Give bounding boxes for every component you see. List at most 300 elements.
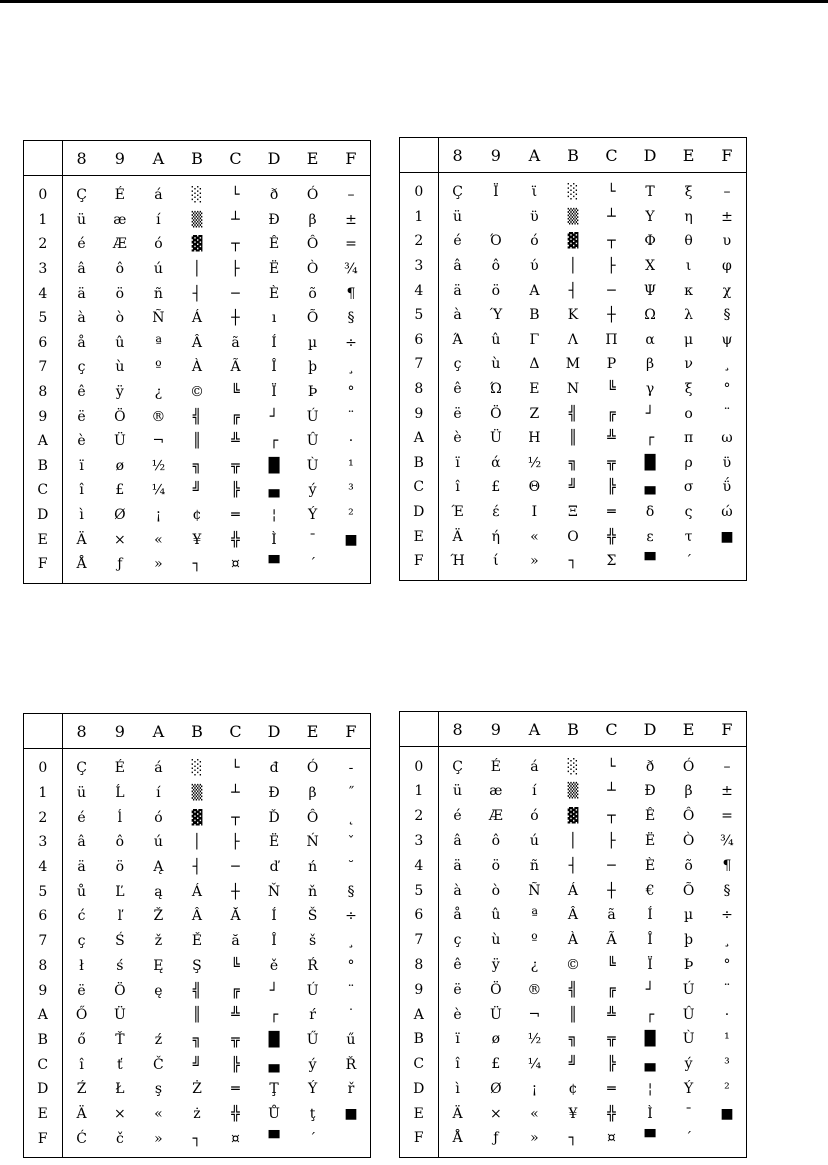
char-cell: ¨ (347, 982, 355, 999)
char-cell: ╠ (231, 482, 240, 499)
char-cell: ═ (607, 504, 616, 521)
char-cell: ┤ (192, 859, 202, 876)
char-cell: ■ (344, 531, 358, 548)
char-cell: ¹ (724, 1031, 730, 1048)
char-cell: Å (76, 556, 87, 573)
char-cell: « (154, 531, 163, 548)
row-header: B (24, 1028, 63, 1053)
char-cell: ¸ (347, 933, 355, 950)
char-cell: û (491, 331, 501, 348)
table-row (24, 756, 371, 781)
char-cell: ┘ (645, 981, 655, 998)
char-cell: ┼ (607, 882, 616, 899)
char-cell: Ή (450, 553, 465, 570)
table-row (400, 254, 747, 279)
char-cell: × (490, 1105, 502, 1122)
char-cell: Ý (307, 507, 318, 524)
row-header: 0 (400, 754, 439, 779)
char-cell: î (455, 479, 460, 496)
spacer-cell (24, 1151, 63, 1158)
char-cell: é (453, 233, 462, 250)
char-cell: ° (347, 957, 355, 974)
char-cell: β (684, 783, 693, 800)
char-cell: Ą (153, 859, 164, 876)
column-header: E (293, 714, 332, 749)
char-cell: ô (115, 261, 125, 278)
row-header: 8 (24, 380, 63, 405)
char-cell: Â (191, 908, 203, 925)
char-cell: ╣ (568, 981, 578, 998)
char-cell: à (453, 882, 462, 899)
char-cell: Υ (645, 208, 655, 225)
row-header: 4 (24, 855, 63, 880)
char-cell: ° (723, 381, 731, 398)
char-cell: │ (568, 833, 578, 850)
spacer-cell (438, 1151, 746, 1158)
char-cell: ÷ (721, 907, 733, 924)
char-cell: η (684, 208, 693, 225)
table-row (400, 278, 747, 303)
char-cell: ¡ (531, 1080, 538, 1097)
row-header: 7 (400, 928, 439, 953)
char-cell: ý (684, 1056, 693, 1073)
char-cell: ┬ (231, 809, 240, 826)
char-cell: ╩ (607, 430, 616, 447)
char-cell: ¿ (154, 384, 163, 401)
char-cell: Ό (490, 233, 502, 250)
spacer-cell (62, 749, 370, 757)
char-cell: γ (645, 381, 655, 398)
table-row (24, 454, 371, 479)
char-cell: Ű (306, 1031, 319, 1048)
table-row (400, 1052, 747, 1077)
char-cell: Î (271, 933, 277, 950)
char-cell: Ź (76, 1081, 87, 1098)
char-cell: À (191, 359, 203, 376)
char-cell: ó (530, 808, 539, 825)
char-cell: ┌ (269, 1007, 279, 1024)
column-header: 8 (62, 141, 101, 176)
table-row (400, 524, 747, 549)
column-header: B (554, 138, 593, 173)
table-row (24, 331, 371, 356)
char-cell: Ð (644, 783, 656, 800)
table-row (24, 855, 371, 880)
char-cell: ÿ (491, 956, 500, 973)
table-row (24, 781, 371, 806)
char-cell: ψ (721, 331, 733, 348)
char-cell: ϋ (530, 208, 539, 225)
char-cell: « (530, 1105, 539, 1122)
char-cell: Ώ (489, 381, 502, 398)
char-cell: Μ (565, 356, 581, 373)
char-cell: ÷ (345, 334, 357, 351)
char-cell: ÿ (115, 384, 124, 401)
column-header: D (255, 141, 294, 176)
char-cell: ď (269, 859, 279, 876)
row-header: C (400, 475, 439, 500)
char-cell: Χ (645, 258, 656, 275)
table-row (24, 805, 371, 830)
column-header: C (216, 141, 255, 176)
char-cell: Í (271, 908, 277, 925)
column-header: B (554, 712, 593, 747)
table-row (24, 1028, 371, 1053)
char-cell: ╣ (568, 405, 578, 422)
char-cell: ┐ (192, 556, 202, 573)
column-header: E (669, 712, 708, 747)
char-cell: ù (115, 359, 125, 376)
char-cell: ë (77, 982, 86, 999)
char-cell: ² (348, 507, 354, 524)
char-cell: Í (271, 334, 277, 351)
char-cell: ® (151, 408, 166, 425)
char-cell: î (455, 1056, 460, 1073)
char-cell: ¦ (271, 507, 277, 524)
char-cell: Ó (306, 187, 319, 204)
char-cell: ╠ (607, 1056, 616, 1073)
char-cell: ń (308, 859, 318, 876)
top-rule (0, 0, 828, 3)
char-cell: µ (684, 907, 694, 924)
char-cell: ξ (684, 184, 693, 201)
char-cell: · (348, 433, 354, 450)
table-row (24, 1003, 371, 1028)
char-cell: × (114, 1105, 126, 1122)
char-cell: Ň (267, 883, 281, 900)
row-header: E (400, 1101, 439, 1126)
char-cell: ├ (231, 261, 240, 278)
char-cell: │ (568, 258, 578, 275)
char-cell: Λ (567, 331, 579, 348)
char-cell: █ (268, 1031, 280, 1048)
char-cell: Ο (567, 528, 579, 545)
char-cell: ε (646, 528, 654, 545)
char-cell: ´ (685, 1130, 693, 1147)
row-header: 6 (400, 328, 439, 353)
char-cell (708, 549, 747, 574)
table-row (400, 475, 747, 500)
row-header: 4 (400, 853, 439, 878)
char-cell: ║ (192, 1007, 202, 1024)
table-row (24, 232, 371, 257)
char-cell: Ő (75, 1007, 88, 1024)
char-cell: = (721, 808, 733, 825)
char-cell: í (532, 783, 537, 800)
char-cell: ± (721, 208, 733, 225)
char-cell: è (453, 1006, 462, 1023)
char-cell: ▓ (567, 233, 579, 250)
char-cell: ÷ (345, 908, 357, 925)
char-cell: ³ (348, 482, 354, 499)
spacer-cell (400, 173, 439, 181)
char-cell: è (453, 430, 462, 447)
row-header: 1 (24, 208, 63, 233)
table-row (400, 1002, 747, 1027)
char-cell: ë (453, 981, 462, 998)
char-cell: Î (271, 359, 277, 376)
char-cell: È (644, 857, 656, 874)
char-cell: ì (79, 507, 84, 524)
char-cell: Ż (192, 1081, 202, 1098)
char-cell: ä (453, 857, 462, 874)
row-header: F (24, 552, 63, 577)
char-cell: ă (231, 933, 240, 950)
char-cell: ú (529, 833, 539, 850)
row-header: 3 (400, 254, 439, 279)
row-header: 6 (400, 903, 439, 928)
char-cell: Æ (488, 808, 503, 825)
char-cell: ν (684, 356, 693, 373)
char-cell: ý (308, 1056, 317, 1073)
char-cell: Ú (306, 982, 319, 999)
char-cell: ć (77, 908, 86, 925)
table-row (400, 328, 747, 353)
char-cell: đ (269, 760, 279, 777)
char-cell: Ï (493, 184, 499, 201)
row-header: 5 (24, 306, 63, 331)
table-row (400, 853, 747, 878)
char-cell: Ŕ (307, 957, 318, 974)
char-cell: ϋ (722, 454, 732, 471)
char-cell: ù (491, 356, 501, 373)
char-cell: Ľ (115, 883, 125, 900)
char-cell: Ç (452, 758, 463, 775)
char-cell: ┘ (269, 982, 279, 999)
char-cell: í (156, 211, 161, 228)
table-row (400, 829, 747, 854)
char-cell: ô (115, 834, 125, 851)
char-cell: ─ (607, 857, 616, 874)
char-cell: έ (492, 504, 500, 521)
row-header: D (400, 500, 439, 525)
char-cell: ▀ (644, 553, 656, 570)
char-cell: ð (645, 758, 655, 775)
row-header: 2 (400, 804, 439, 829)
char-cell: ° (723, 956, 731, 973)
char-cell: é (77, 809, 86, 826)
char-cell: Â (191, 334, 203, 351)
column-header: F (332, 141, 371, 176)
char-cell: Ń (306, 834, 319, 851)
char-cell: ê (453, 381, 462, 398)
char-cell: Ά (452, 331, 463, 348)
char-cell: Ò (682, 833, 695, 850)
char-cell: ő (77, 1031, 86, 1048)
char-cell: Ę (153, 957, 164, 974)
char-cell: ö (491, 282, 501, 299)
char-cell: ä (77, 285, 86, 302)
char-cell: ┤ (568, 857, 578, 874)
corner-cell (400, 138, 439, 173)
row-header: 7 (24, 355, 63, 380)
char-cell: – (723, 758, 731, 775)
column-header: 8 (438, 712, 477, 747)
char-cell: = (345, 236, 357, 253)
char-cell: ŕ (309, 1007, 316, 1024)
char-cell: ╚ (231, 957, 240, 974)
char-cell: Ρ (606, 356, 617, 373)
char-cell: ▀ (268, 1130, 280, 1147)
char-cell: Ö (114, 982, 126, 999)
row-header: 3 (24, 830, 63, 855)
char-cell: Ä (76, 531, 87, 548)
table-row (24, 257, 371, 282)
char-cell: ì (455, 1080, 460, 1097)
char-cell: ù (491, 932, 501, 949)
char-cell: Ú (682, 981, 695, 998)
char-cell: ╣ (192, 408, 202, 425)
row-header: C (24, 478, 63, 503)
char-cell: Δ (529, 356, 540, 373)
char-cell: ¢ (568, 1080, 578, 1097)
char-cell: Ì (271, 531, 277, 548)
char-cell: │ (192, 261, 202, 278)
char-cell: ╝ (192, 1056, 202, 1073)
char-cell: ■ (344, 1105, 358, 1122)
row-header: B (400, 1027, 439, 1052)
char-cell: € (645, 882, 655, 899)
char-cell: χ (722, 282, 732, 299)
char-cell: æ (113, 211, 127, 228)
char-cell: Κ (567, 307, 579, 324)
char-cell: ░ (191, 760, 203, 777)
char-cell: Ä (76, 1105, 87, 1122)
char-cell: É (114, 760, 125, 777)
char-cell: Ö (490, 405, 502, 422)
table-row (24, 355, 371, 380)
table-row (400, 1027, 747, 1052)
char-cell: ■ (720, 528, 734, 545)
table-row (400, 1126, 747, 1151)
char-cell: ň (308, 883, 318, 900)
row-header: 9 (400, 401, 439, 426)
row-header: 6 (24, 904, 63, 929)
char-cell: Έ (451, 504, 464, 521)
char-cell: τ (684, 528, 693, 545)
char-cell: ë (453, 405, 462, 422)
char-cell: ˙ (347, 1007, 355, 1024)
char-cell: ╠ (231, 1056, 240, 1073)
row-header: D (24, 503, 63, 528)
char-cell: Ï (271, 384, 277, 401)
header-row (24, 714, 371, 749)
char-cell: ¤ (607, 1130, 616, 1147)
spacer-cell (24, 577, 63, 584)
char-cell: θ (684, 233, 693, 250)
table-row (24, 830, 371, 855)
row-header: 5 (24, 879, 63, 904)
char-cell: ╬ (231, 531, 240, 548)
table-row (400, 779, 747, 804)
char-cell: δ (645, 504, 655, 521)
char-cell: ö (115, 285, 125, 302)
char-cell: ╩ (231, 433, 240, 450)
char-cell (139, 1003, 178, 1028)
column-header: F (332, 714, 371, 749)
char-cell: ª (155, 334, 162, 351)
char-cell: ┼ (231, 883, 240, 900)
char-cell: └ (231, 760, 240, 777)
char-cell: ï (455, 454, 460, 471)
char-cell: § (347, 883, 355, 900)
char-cell: æ (489, 783, 503, 800)
char-cell: á (530, 758, 539, 775)
char-cell: ë (77, 408, 86, 425)
char-cell: Ó (682, 758, 695, 775)
char-cell: Φ (644, 233, 656, 250)
char-cell: û (115, 334, 125, 351)
char-cell: × (114, 531, 126, 548)
char-cell: Æ (112, 236, 127, 253)
char-cell: Ì (647, 1105, 653, 1122)
char-cell: ¬ (152, 433, 165, 450)
column-header: A (139, 714, 178, 749)
char-cell: ΰ (722, 479, 732, 496)
table-row (400, 903, 747, 928)
table-row (400, 549, 747, 574)
char-cell: █ (268, 457, 280, 474)
char-cell: ┘ (645, 405, 655, 422)
table-row (24, 552, 371, 577)
table-row (400, 500, 747, 525)
char-cell: ã (607, 907, 616, 924)
char-cell: σ (683, 479, 694, 496)
column-header: B (178, 714, 217, 749)
char-cell: ρ (684, 454, 693, 471)
char-cell: õ (308, 285, 317, 302)
char-cell: ┐ (568, 1130, 578, 1147)
char-cell: § (723, 307, 731, 324)
char-cell: υ (722, 233, 732, 250)
char-cell: ³ (724, 1056, 730, 1073)
column-header: C (216, 714, 255, 749)
row-header: 3 (24, 257, 63, 282)
char-cell: ± (721, 783, 733, 800)
char-cell: ▄ (644, 1056, 656, 1073)
char-cell: Á (191, 883, 203, 900)
char-cell: ┐ (568, 553, 578, 570)
row-header: C (400, 1052, 439, 1077)
char-cell: Č (153, 1056, 164, 1073)
char-cell: ţ (309, 1105, 316, 1122)
char-cell: õ (684, 857, 693, 874)
char-cell: µ (308, 334, 318, 351)
char-cell: Ü (113, 1007, 126, 1024)
char-cell: ╗ (192, 457, 202, 474)
table-row (400, 229, 747, 254)
row-header: 8 (400, 377, 439, 402)
char-cell: ├ (231, 834, 240, 851)
char-cell: ┌ (645, 1006, 655, 1023)
char-cell: ╠ (607, 479, 616, 496)
char-cell: Ð (268, 211, 280, 228)
char-cell: » (154, 1130, 163, 1147)
row-header: 2 (400, 229, 439, 254)
char-cell: Ü (113, 433, 126, 450)
table-row (400, 303, 747, 328)
char-cell: – (347, 187, 355, 204)
spacer-cell (438, 574, 746, 581)
column-header: B (178, 141, 217, 176)
char-cell: ř (347, 1081, 355, 1098)
char-cell: ΄ (685, 553, 693, 570)
char-cell: ┘ (269, 408, 279, 425)
char-cell: ç (77, 359, 86, 376)
char-cell: à (77, 310, 86, 327)
table-row (24, 183, 371, 208)
char-cell: ═ (607, 1080, 616, 1097)
